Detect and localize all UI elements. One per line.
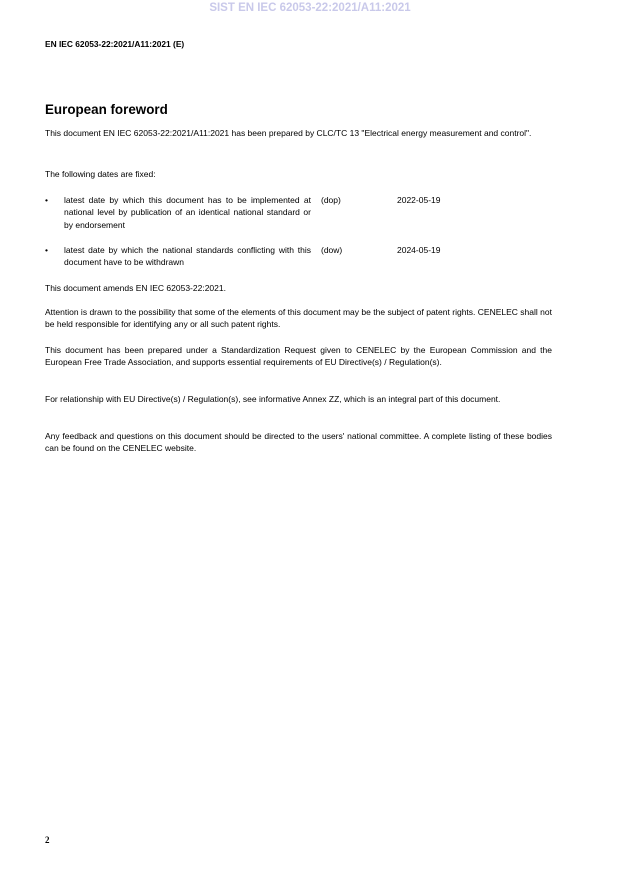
date-description: latest date by which this document has to be implemented at national level by publication of an identical national standard or by endorsement [64, 195, 311, 230]
watermark: SIST EN IEC 62053-22:2021/A11:2021 [209, 2, 411, 14]
page-title: European foreword [45, 102, 168, 117]
bullet: • [45, 245, 48, 255]
bullet: • [45, 195, 48, 205]
standardization-paragraph: This document has been prepared under a Standardization Request given to CENELEC by the European Commission and the European Free Trade Association, and supports essential requirements of EU Directive(s) / Regulation(s). [45, 345, 552, 368]
relationship-paragraph: For relationship with EU Directive(s) / Regulation(s), see informative Annex ZZ, which is an integral part of this document. [45, 394, 501, 404]
date-abbreviation: (dow) [321, 245, 343, 255]
amends-paragraph: This document amends EN IEC 62053-22:2021. [45, 283, 226, 293]
page-number: 2 [45, 835, 50, 845]
feedback-paragraph: Any feedback and questions on this document should be directed to the users' national committee. A complete listing of these bodies can be found on the CENELEC website. [45, 431, 552, 454]
date-value: 2022-05-19 [397, 195, 441, 205]
document-header: EN IEC 62053-22:2021/A11:2021 (E) [45, 39, 185, 49]
date-description: latest date by which the national standards conflicting with this document have to be withdrawn [64, 245, 311, 268]
date-value: 2024-05-19 [397, 245, 441, 255]
dates-intro: The following dates are fixed: [45, 169, 156, 179]
date-abbreviation: (dop) [321, 195, 341, 205]
patent-paragraph: Attention is drawn to the possibility that some of the elements of this document may be the subject of patent rights. CENELEC shall not be held responsible for identifying any or all such patent rights. [45, 307, 552, 330]
intro-paragraph: This document EN IEC 62053-22:2021/A11:2021 has been prepared by CLC/TC 13 "Electrical energy measurement and control". [45, 128, 532, 138]
